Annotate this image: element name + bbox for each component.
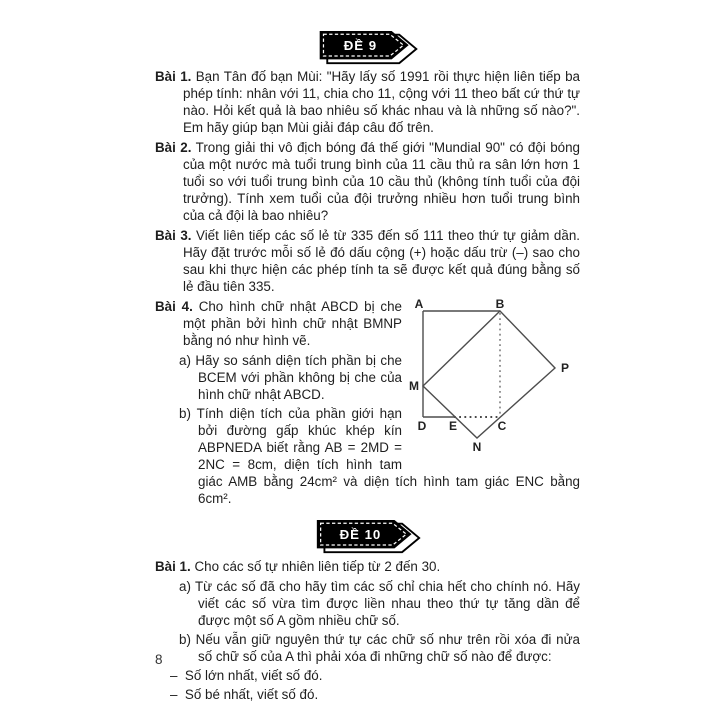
problem-3 [155,227,580,295]
item-a-text: Hãy so sánh diện tích phần bị che BCEM với phần không bị che của hình chữ nhật ABCD. [195,353,402,402]
item-b-marker: b) [179,406,191,421]
s2-problem-1-text: Cho các số tự nhiên liên tiếp từ 2 đến 30. [194,559,441,574]
vertex-label-a: A [414,298,424,311]
page-content [155,30,580,705]
geometry-figure [408,298,580,460]
dash-marker: – [170,668,178,683]
problem-4-label: Bài 4. [155,299,193,314]
s2-item-b-text: Nếu vẫn giữ nguyên thứ tự các chữ số như trên rồi xóa đi nửa số chữ số của A thì phải xóa đi những chữ số nào để được: [195,632,580,664]
de-9-banner [155,30,580,66]
banner-arrow-graphic [312,519,424,555]
problem-4 [155,298,580,509]
s2-problem-1-item-b [155,631,580,665]
problem-1-label: Bài 1. [155,69,192,84]
vertex-label-n: N [472,440,482,454]
s2-dash-item-1 [155,667,580,684]
s2-problem-1 [155,558,580,575]
problem-2-label: Bài 2. [155,140,192,155]
s2-dash-item-2 [155,686,580,703]
vertex-label-p: P [561,361,570,375]
s2-item-a-text: Từ các số đã cho hãy tìm các số chỉ chia hết cho chính nó. Hãy viết các số vừa tìm được liền nhau theo thứ tự tăng dần để được một số A gồm nhiều chữ số. [194,579,580,628]
rectangle-abcd-solid-edges [423,311,500,417]
banner-arrow-graphic [315,30,421,66]
problem-3-label: Bài 3. [155,228,192,243]
problem-1 [155,68,580,136]
problem-3-text: Viết liên tiếp các số lẻ từ 335 đến số 111 theo thứ tự giảm dần. Hãy đặt trước mỗi số lẻ đó dấu cộng (+) hoặc dấu trừ (–) sao cho sau khi thực hiện các phép tính ta sẽ được kết quả đúng bằng số lẻ đầu tiên 335. [183,228,580,294]
vertex-label-b: B [495,298,505,311]
dash-marker: – [170,687,178,702]
de-10-banner [155,519,580,555]
s2-problem-1-item-a [155,578,580,629]
vertex-label-c: C [497,419,507,433]
s2-item-a-marker: a) [179,579,191,594]
item-b-text: Tính diện tích của phần giới hạn bởi đường gấp khúc khép kín ABPNEDA biết rằng AB = 2MD = 2NC = 8cm, diện tích hình tam giác AMB bằng 24cm² và diện tích hình tam giác ENC bằng 6cm². [196,406,580,506]
problem-4-text: Cho hình chữ nhật ABCD bị che một phần bởi hình chữ nhật BMNP bằng nó như hình vẽ. [183,299,402,348]
vertex-label-d: D [417,419,427,433]
problem-2 [155,139,580,224]
problem-1-text: Bạn Tân đố bạn Mùi: "Hãy lấy số 1991 rồi thực hiện liên tiếp ba phép tính: nhân với 11, chia cho 11, cộng với 11 theo bất cứ thứ tự nào. Hỏi kết quả là bao nhiêu số khác nhau và là những số nào?". Em hãy giúp bạn Mùi giải đáp câu đố trên. [183,69,580,135]
item-a-marker: a) [179,353,191,368]
dash-1-text: Số lớn nhất, viết số đó. [184,668,323,683]
problem-2-text: Trong giải thi vô địch bóng đá thế giới "Mundial 90" có đội bóng của một nước mà tuổi trung bình của 11 cầu thủ ra sân lớn hơn 1 tuổi so với tuổi trung bình của 10 cầu thủ (không tính tuổi của đội trưởng). Tính xem tuổi của đội trưởng nhiều hơn tuổi trung bình của cả đội là bao nhiêu? [183,140,580,223]
de-9-banner-label: ĐỀ 9 [343,37,377,53]
rectangle-bmnp [423,311,555,438]
vertex-label-e: E [448,419,458,433]
vertex-label-m: M [409,379,419,393]
dash-2-text: Số bé nhất, viết số đó. [184,687,319,702]
s2-problem-1-label: Bài 1. [155,559,191,574]
s2-item-b-marker: b) [179,632,191,647]
rectangles-abcd-bmnp-figure [408,298,580,456]
de-10-banner-label: ĐỀ 10 [339,526,381,542]
page-number: 8 [155,652,163,667]
